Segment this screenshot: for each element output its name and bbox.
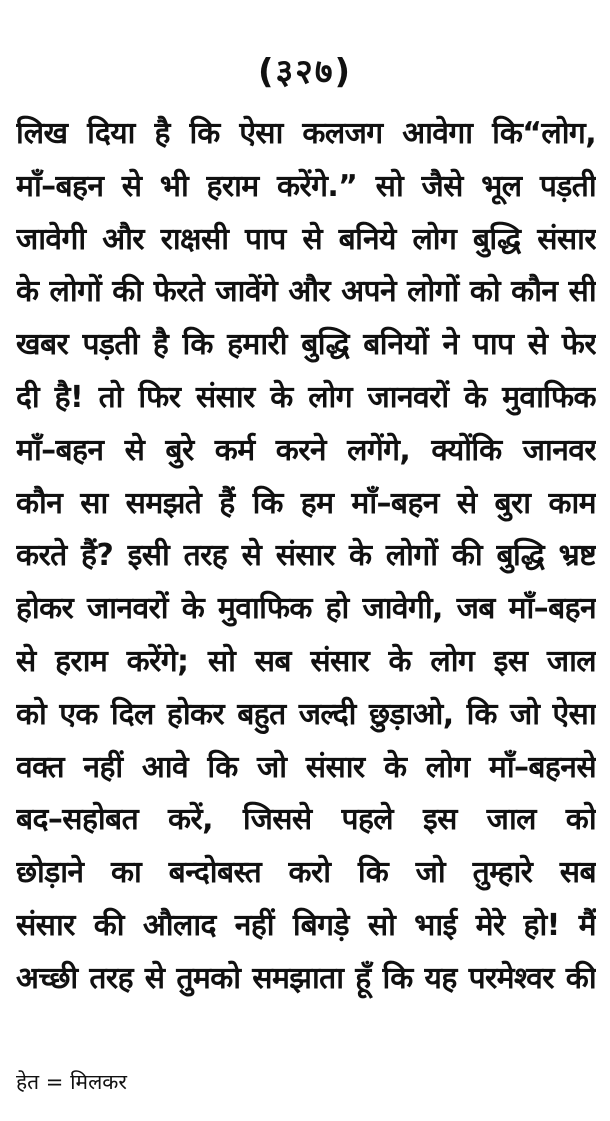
text-line: के लोगों की फेरते जावेंगे और अपने लोगों को कौन सी (16, 274, 596, 310)
footnote: हेत = मिलकर (16, 1070, 128, 1094)
text-line: होकर जानवरों के मुवाफिक हो जावेगी, जब माँ–बहन (16, 591, 596, 627)
text-line: दी है! तो फिर संसार के लोग जानवरों के मुवाफिक (16, 379, 596, 415)
page-number: (३२७) (257, 52, 353, 92)
text-line: लिख दिया है कि ऐसा कलजग आवेगा कि“लोग, (16, 116, 596, 151)
body-text (16, 108, 596, 1006)
text-line: बद–सहोबत करें, जिससे पहले इस जाल को (16, 802, 596, 838)
text-line: छोड़ाने का बन्दोबस्त करो कि जो तुम्हारे सब (16, 855, 596, 891)
text-line: माँ–बहन से भी हराम करेंगे.” सो जैसे भूल पड़ती (16, 168, 596, 204)
text-line: जावेगी और राक्षसी पाप से बनिये लोग बुद्धि संसार (16, 221, 596, 257)
text-line: को एक दिल होकर बहुत जल्दी छुड़ाओ, कि जो ऐसा (16, 696, 596, 732)
text-line: से हराम करेंगे; सो सब संसार के लोग इस जाल (16, 643, 596, 679)
text-line: करते हैं? इसी तरह से संसार के लोगों की बुद्धि भ्रष्ट (16, 538, 596, 574)
text-line: वक्त नहीं आवे कि जो संसार के लोग माँ–बहनसे (16, 749, 596, 785)
text-line: माँ–बहन से बुरे कर्म करने लगेंगे, क्योंकि जानवर (16, 432, 596, 468)
text-line: खबर पड़ती है कि हमारी बुद्धि बनियों ने पाप से फेर (16, 327, 596, 363)
text-line: संसार की औलाद नहीं बिगड़े सो भाई मेरे हो! मैं (16, 907, 596, 943)
text-line: कौन सा समझते हैं कि हम माँ–बहन से बुरा काम (16, 485, 596, 521)
text-line: अच्छी तरह से तुमको समझाता हूँ कि यह परमेश्वर की (16, 960, 596, 996)
